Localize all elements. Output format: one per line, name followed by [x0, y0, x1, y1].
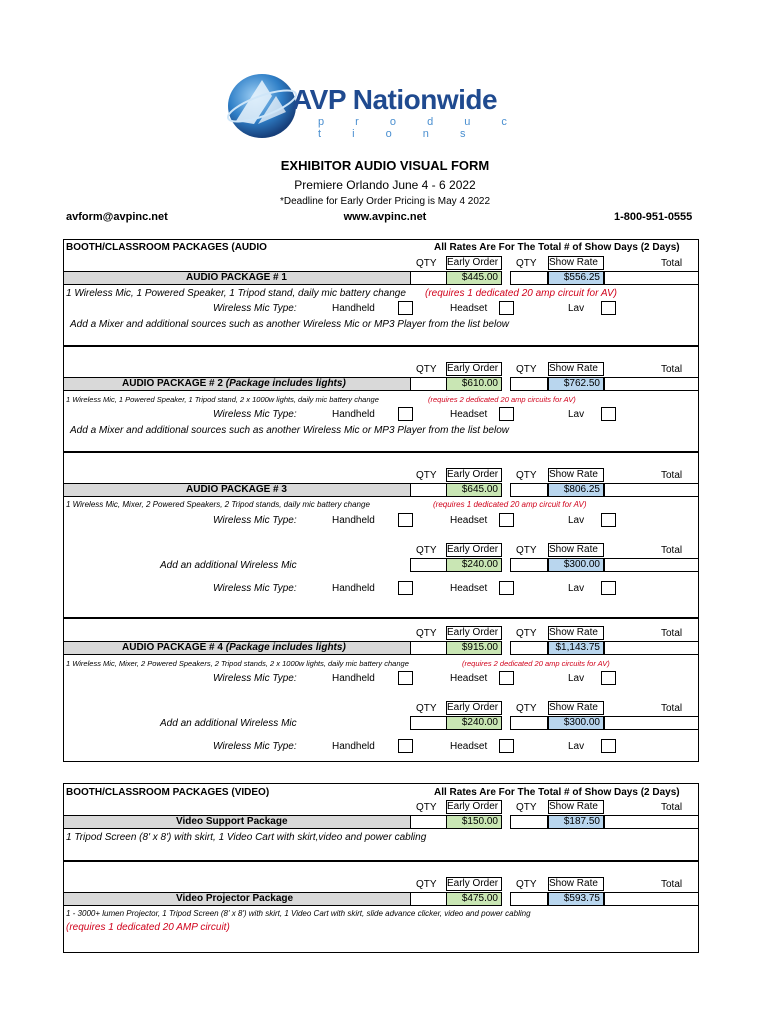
contact-website[interactable]: www.avpinc.net	[343, 211, 427, 223]
video-support-total[interactable]	[604, 815, 699, 829]
handheld-label: Handheld	[332, 515, 375, 526]
form-title: EXHIBITOR AUDIO VISUAL FORM	[280, 158, 490, 173]
addon-4-total[interactable]	[604, 716, 699, 730]
video-projector-show-price: $593.75	[548, 892, 604, 906]
addon-3-show-price: $300.00	[548, 558, 604, 572]
video-support-qty-early[interactable]	[410, 815, 447, 829]
addon-4-lav-checkbox[interactable]	[601, 739, 616, 753]
package-4-lav-checkbox[interactable]	[601, 671, 616, 685]
package-3-early-price: $645.00	[446, 483, 502, 497]
add-mixer-note: Add a Mixer and additional sources such as another Wireless Mic or MP3 Player from the list below	[70, 319, 509, 330]
total-label: Total	[661, 703, 683, 714]
show-rate-label: Show Rate	[549, 878, 598, 889]
show-rate-header	[548, 543, 604, 557]
package-2-headset-checkbox[interactable]	[499, 407, 514, 421]
package-3-headset-checkbox[interactable]	[499, 513, 514, 527]
early-order-label: Early Order	[447, 702, 499, 713]
handheld-label: Handheld	[332, 409, 375, 420]
show-rate-label: Show Rate	[549, 363, 598, 374]
deadline-note: *Deadline for Early Order Pricing is May 4 2022	[279, 196, 491, 207]
total-label: Total	[661, 545, 683, 556]
lav-label: Lav	[568, 303, 585, 314]
logo-globe-icon	[222, 66, 300, 144]
video-projector-box	[63, 861, 699, 953]
total-label: Total	[661, 470, 683, 481]
early-order-header	[446, 468, 502, 482]
qty-label: QTY	[416, 703, 437, 714]
company-logo	[222, 66, 542, 146]
show-rate-label: Show Rate	[549, 257, 598, 268]
qty-label: QTY	[416, 545, 437, 556]
qty-label: QTY	[516, 545, 537, 556]
video-projector-name: Video Projector Package	[176, 893, 294, 904]
headset-label: Headset	[450, 583, 488, 594]
addon-3-qty-show[interactable]	[510, 558, 548, 572]
package-2-title: AUDIO PACKAGE # 2	[122, 378, 223, 389]
video-projector-qty-show[interactable]	[510, 892, 548, 906]
addon-3-total[interactable]	[604, 558, 699, 572]
video-support-name: Video Support Package	[176, 816, 288, 827]
package-4-name	[122, 642, 346, 653]
headset-label: Headset	[450, 303, 488, 314]
package-2-name	[122, 378, 346, 389]
qty-label: QTY	[516, 703, 537, 714]
addon-4-early-price: $240.00	[446, 716, 502, 730]
video-projector-qty-early[interactable]	[410, 892, 447, 906]
event-subtitle: Premiere Orlando June 4 - 6 2022	[294, 178, 476, 192]
lav-label: Lav	[568, 673, 585, 684]
video-support-show-price: $187.50	[548, 815, 604, 829]
mic-type-label: Wireless Mic Type:	[213, 515, 297, 526]
show-rate-header	[548, 362, 604, 376]
addon-3-early-price: $240.00	[446, 558, 502, 572]
total-label: Total	[661, 802, 683, 813]
addon-4-handheld-checkbox[interactable]	[398, 739, 413, 753]
package-3-lav-checkbox[interactable]	[601, 513, 616, 527]
package-3-qty-show[interactable]	[510, 483, 548, 497]
show-rate-label: Show Rate	[549, 544, 598, 555]
show-rate-label: Show Rate	[549, 627, 598, 638]
add-mixer-note: Add a Mixer and additional sources such as another Wireless Mic or MP3 Player from the list below	[70, 425, 509, 436]
package-4-qty-show[interactable]	[510, 641, 548, 655]
package-1-total[interactable]	[604, 271, 699, 285]
qty-label: QTY	[416, 364, 437, 375]
package-2-power-note: (requires 2 dedicated 20 amp circuits for AV)	[428, 395, 576, 404]
addon-3-headset-checkbox[interactable]	[499, 581, 514, 595]
package-3-show-price: $806.25	[548, 483, 604, 497]
package-2-qty-show[interactable]	[510, 377, 548, 391]
package-1-description: 1 Wireless Mic, 1 Powered Speaker, 1 Tripod stand, daily mic battery change	[66, 288, 406, 299]
package-4-description: 1 Wireless Mic, Mixer, 2 Powered Speakers, 2 Tripod stands, 2 x 1000w lights, daily mic battery change	[66, 659, 409, 668]
qty-label: QTY	[416, 258, 437, 269]
show-rate-label: Show Rate	[549, 469, 598, 480]
mic-type-label: Wireless Mic Type:	[213, 673, 297, 684]
audio-section-title: BOOTH/CLASSROOM PACKAGES (AUDIO	[66, 242, 267, 253]
package-2-lav-checkbox[interactable]	[601, 407, 616, 421]
add-wireless-label: Add an additional Wireless Mic	[160, 718, 297, 729]
headset-label: Headset	[450, 409, 488, 420]
package-4-power-note: (requires 2 dedicated 20 amp circuits for AV)	[462, 659, 610, 668]
package-4-lights-note: (Package includes lights)	[225, 642, 346, 653]
headset-label: Headset	[450, 673, 488, 684]
rates-note: All Rates Are For The Total # of Show Days (2 Days)	[434, 787, 680, 798]
early-order-header	[446, 362, 502, 376]
handheld-label: Handheld	[332, 583, 375, 594]
contact-email[interactable]: avform@avpinc.net	[66, 211, 168, 223]
video-projector-power-note: (requires 1 dedicated 20 AMP circuit)	[66, 922, 230, 933]
qty-label: QTY	[516, 470, 537, 481]
total-label: Total	[661, 258, 683, 269]
package-1-headset-checkbox[interactable]	[499, 301, 514, 315]
video-projector-total[interactable]	[604, 892, 699, 906]
addon-4-show-price: $300.00	[548, 716, 604, 730]
headset-label: Headset	[450, 515, 488, 526]
package-1-name: AUDIO PACKAGE # 1	[186, 272, 287, 283]
total-label: Total	[661, 879, 683, 890]
package-3-total[interactable]	[604, 483, 699, 497]
addon-4-qty-early[interactable]	[410, 716, 447, 730]
qty-label: QTY	[416, 628, 437, 639]
package-2-description: 1 Wireless Mic, 1 Powered Speaker, 1 Tripod stand, 2 x 1000w lights, daily mic battery change	[66, 395, 379, 404]
add-wireless-label: Add an additional Wireless Mic	[160, 560, 297, 571]
lav-label: Lav	[568, 409, 585, 420]
mic-type-label: Wireless Mic Type:	[213, 741, 297, 752]
total-label: Total	[661, 364, 683, 375]
early-order-label: Early Order	[447, 878, 499, 889]
early-order-header	[446, 877, 502, 891]
addon-3-qty-early[interactable]	[410, 558, 447, 572]
early-order-header	[446, 701, 502, 715]
video-support-early-price: $150.00	[446, 815, 502, 829]
package-3-handheld-checkbox[interactable]	[398, 513, 413, 527]
video-support-qty-show[interactable]	[510, 815, 548, 829]
video-projector-early-price: $475.00	[446, 892, 502, 906]
show-rate-header	[548, 877, 604, 891]
package-1-lav-checkbox[interactable]	[601, 301, 616, 315]
show-rate-header	[548, 256, 604, 270]
package-3-qty-early[interactable]	[410, 483, 447, 497]
show-rate-label: Show Rate	[549, 801, 598, 812]
package-2-lights-note: (Package includes lights)	[225, 378, 346, 389]
video-section-title: BOOTH/CLASSROOM PACKAGES (VIDEO)	[66, 787, 270, 798]
early-order-header	[446, 256, 502, 270]
addon-4-qty-show[interactable]	[510, 716, 548, 730]
show-rate-header	[548, 468, 604, 482]
qty-label: QTY	[516, 258, 537, 269]
contact-phone: 1-800-951-0555	[614, 211, 693, 223]
handheld-label: Handheld	[332, 303, 375, 314]
lav-label: Lav	[568, 741, 585, 752]
qty-label: QTY	[416, 470, 437, 481]
video-support-description: 1 Tripod Screen (8' x 8') with skirt, 1 Video Cart with skirt,video and power cabling	[66, 832, 427, 843]
package-2-total[interactable]	[604, 377, 699, 391]
package-1-qty-early[interactable]	[410, 271, 447, 285]
lav-label: Lav	[568, 515, 585, 526]
early-order-header	[446, 800, 502, 814]
qty-label: QTY	[516, 879, 537, 890]
package-4-title: AUDIO PACKAGE # 4	[122, 642, 223, 653]
package-1-qty-show[interactable]	[510, 271, 548, 285]
mic-type-label: Wireless Mic Type:	[213, 583, 297, 594]
package-4-handheld-checkbox[interactable]	[398, 671, 413, 685]
package-4-qty-early[interactable]	[410, 641, 447, 655]
package-4-early-price: $915.00	[446, 641, 502, 655]
package-3-name: AUDIO PACKAGE # 3	[186, 484, 287, 495]
logo-tagline: p r o d u c t i o n s	[318, 116, 521, 140]
show-rate-header	[548, 701, 604, 715]
early-order-label: Early Order	[447, 627, 499, 638]
package-2-early-price: $610.00	[446, 377, 502, 391]
early-order-label: Early Order	[447, 257, 499, 268]
lav-label: Lav	[568, 583, 585, 594]
headset-label: Headset	[450, 741, 488, 752]
package-3-description: 1 Wireless Mic, Mixer, 2 Powered Speakers, 2 Tripod stands, daily mic battery change	[66, 500, 370, 509]
handheld-label: Handheld	[332, 673, 375, 684]
rates-note: All Rates Are For The Total # of Show Days (2 Days)	[434, 242, 680, 253]
logo-wordmark: AVP Nationwide	[292, 84, 498, 115]
addon-3-lav-checkbox[interactable]	[601, 581, 616, 595]
package-4-headset-checkbox[interactable]	[499, 671, 514, 685]
package-2-show-price: $762.50	[548, 377, 604, 391]
early-order-header	[446, 543, 502, 557]
mic-type-label: Wireless Mic Type:	[213, 303, 297, 314]
early-order-label: Early Order	[447, 801, 499, 812]
handheld-label: Handheld	[332, 741, 375, 752]
package-1-power-note: (requires 1 dedicated 20 amp circuit for AV)	[425, 288, 617, 299]
total-label: Total	[661, 628, 683, 639]
package-2-qty-early[interactable]	[410, 377, 447, 391]
early-order-label: Early Order	[447, 363, 499, 374]
qty-label: QTY	[516, 802, 537, 813]
qty-label: QTY	[516, 364, 537, 375]
package-3-power-note: (requires 1 dedicated 20 amp circuit for AV)	[433, 500, 587, 509]
video-projector-description: 1 - 3000+ lumen Projector, 1 Tripod Screen (8' x 8') with skirt, 1 Video Cart with skirt, slide advance clicker, video and power cabling	[66, 909, 531, 918]
early-order-label: Early Order	[447, 544, 499, 555]
package-4-total[interactable]	[604, 641, 699, 655]
show-rate-label: Show Rate	[549, 702, 598, 713]
package-2-handheld-checkbox[interactable]	[398, 407, 413, 421]
early-order-header	[446, 626, 502, 640]
show-rate-header	[548, 626, 604, 640]
addon-3-handheld-checkbox[interactable]	[398, 581, 413, 595]
qty-label: QTY	[416, 802, 437, 813]
package-4-show-price: $1,143.75	[548, 641, 604, 655]
mic-type-label: Wireless Mic Type:	[213, 409, 297, 420]
package-1-show-price: $556.25	[548, 271, 604, 285]
qty-label: QTY	[416, 879, 437, 890]
package-1-early-price: $445.00	[446, 271, 502, 285]
package-1-handheld-checkbox[interactable]	[398, 301, 413, 315]
show-rate-header	[548, 800, 604, 814]
addon-4-headset-checkbox[interactable]	[499, 739, 514, 753]
early-order-label: Early Order	[447, 469, 499, 480]
qty-label: QTY	[516, 628, 537, 639]
